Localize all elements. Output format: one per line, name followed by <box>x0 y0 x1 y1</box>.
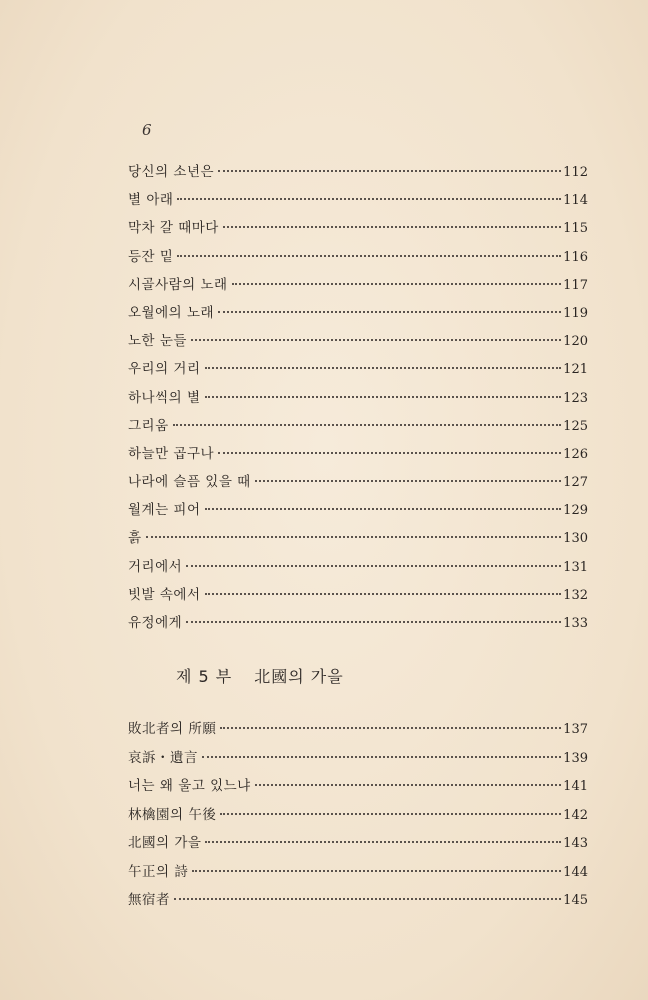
toc-entry <box>128 746 588 775</box>
toc-entry-page: 114 <box>563 193 588 209</box>
toc-leader-dots <box>205 593 562 595</box>
toc-leader-dots <box>218 452 561 454</box>
toc-entry-page: 123 <box>563 390 588 406</box>
toc-entry-page: 117 <box>563 277 588 293</box>
toc-entry-title: 그리움 <box>128 417 169 434</box>
toc-entry-title: 哀訴・遺言 <box>128 749 198 766</box>
toc-entry-page: 126 <box>563 446 588 462</box>
toc-entry <box>128 188 588 216</box>
toc-entry <box>128 831 588 860</box>
toc-leader-dots <box>177 255 561 257</box>
toc-entry-page: 127 <box>563 475 588 491</box>
toc-entry-title: 우리의 거리 <box>128 361 201 378</box>
toc-entry-page: 130 <box>563 531 588 547</box>
toc-entry-page: 145 <box>563 893 588 908</box>
toc-leader-dots <box>192 870 561 872</box>
toc-leader-dots <box>205 367 562 369</box>
toc-entry-page: 115 <box>563 221 588 237</box>
toc-leader-dots <box>191 339 561 341</box>
toc-entry <box>128 526 588 554</box>
section-heading <box>176 664 344 687</box>
section-number: 제 5 부 <box>176 667 233 686</box>
toc-entry-title: 오월에의 노래 <box>128 304 215 321</box>
toc-leader-dots <box>223 226 561 228</box>
toc-entry-page: 129 <box>563 503 588 519</box>
toc-entry-page: 142 <box>563 807 588 823</box>
toc-entry-page: 119 <box>563 305 588 321</box>
toc-entry-page: 133 <box>563 616 588 631</box>
toc-entry <box>128 717 588 746</box>
toc-entry-page: 116 <box>563 249 588 265</box>
toc-leader-dots <box>218 311 561 313</box>
toc-entry-title: 노한 눈들 <box>128 333 187 350</box>
toc-entry <box>128 803 588 832</box>
toc-entry-title: 無宿者 <box>128 892 170 908</box>
toc-entry-title: 午正의 詩 <box>128 863 189 880</box>
toc-entry <box>128 888 588 917</box>
toc-leader-dots <box>146 536 562 538</box>
toc-entry-page: 120 <box>563 334 588 350</box>
toc-entry-title: 시골사람의 노래 <box>128 276 228 293</box>
toc-entry-title: 하늘만 곱구나 <box>128 445 215 462</box>
toc-entry-page: 131 <box>563 559 588 575</box>
toc-entry-title: 나라에 슬픔 있을 때 <box>128 474 251 491</box>
toc-entry-page: 137 <box>563 722 588 737</box>
toc-entry-page: 121 <box>563 362 588 378</box>
toc-entry <box>128 301 588 329</box>
toc-entry <box>128 860 588 889</box>
toc-leader-dots <box>205 396 562 398</box>
toc-entry-title: 막차 갈 때마다 <box>128 220 219 237</box>
toc-leader-dots <box>173 424 562 426</box>
toc-entry-title: 하나씩의 별 <box>128 389 201 406</box>
toc-leader-dots <box>174 898 561 900</box>
toc-entry <box>128 555 588 583</box>
toc-entry-title: 빗발 속에서 <box>128 586 201 603</box>
toc-leader-dots <box>205 841 561 843</box>
toc-entry-title: 별 아래 <box>128 192 174 209</box>
toc-entry-title: 너는 왜 울고 있느냐 <box>128 778 251 794</box>
toc-entry-title: 거리에서 <box>128 558 183 575</box>
toc-entry <box>128 357 588 385</box>
toc-entry <box>128 386 588 414</box>
toc-entry-title: 당신의 소년은 <box>128 164 215 180</box>
toc-entry <box>128 470 588 498</box>
toc-entry-page: 144 <box>563 864 588 880</box>
toc-leader-dots <box>186 565 561 567</box>
toc-entry <box>128 442 588 470</box>
page-number: 6 <box>142 121 152 139</box>
toc-entry-title: 흙 <box>128 530 142 547</box>
toc-entry-page: 141 <box>563 779 588 794</box>
toc-leader-dots <box>218 170 561 172</box>
toc-leader-dots <box>255 480 561 482</box>
toc-list-part-4 <box>128 160 588 639</box>
toc-entry <box>128 216 588 244</box>
toc-entry-title: 등잔 밑 <box>128 248 174 265</box>
toc-leader-dots <box>202 756 561 758</box>
toc-entry-title: 林檎園의 午後 <box>128 806 217 823</box>
toc-entry <box>128 245 588 273</box>
toc-leader-dots <box>232 283 562 285</box>
toc-entry <box>128 583 588 611</box>
toc-entry <box>128 774 588 803</box>
toc-leader-dots <box>255 784 561 786</box>
toc-entry-title: 유정에게 <box>128 615 183 631</box>
toc-entry <box>128 611 588 639</box>
toc-entry <box>128 414 588 442</box>
toc-entry-title: 월계는 피어 <box>128 502 201 519</box>
section-title: 北國의 가을 <box>254 667 344 686</box>
toc-leader-dots <box>186 621 561 623</box>
toc-entry <box>128 498 588 526</box>
toc-entry-page: 112 <box>563 165 588 180</box>
toc-entry <box>128 329 588 357</box>
toc-entry-page: 125 <box>563 418 588 434</box>
toc-entry-title: 敗北者의 所願 <box>128 721 217 737</box>
toc-leader-dots <box>205 508 562 510</box>
toc-entry-page: 132 <box>563 587 588 603</box>
toc-entry-title: 北國의 가을 <box>128 835 202 851</box>
toc-leader-dots <box>220 813 561 815</box>
toc-entry-page: 143 <box>563 836 588 851</box>
toc-entry <box>128 273 588 301</box>
toc-leader-dots <box>220 727 561 729</box>
toc-leader-dots <box>177 198 561 200</box>
toc-list-part-5 <box>128 717 588 917</box>
toc-entry-page: 139 <box>563 750 588 766</box>
toc-entry <box>128 160 588 188</box>
